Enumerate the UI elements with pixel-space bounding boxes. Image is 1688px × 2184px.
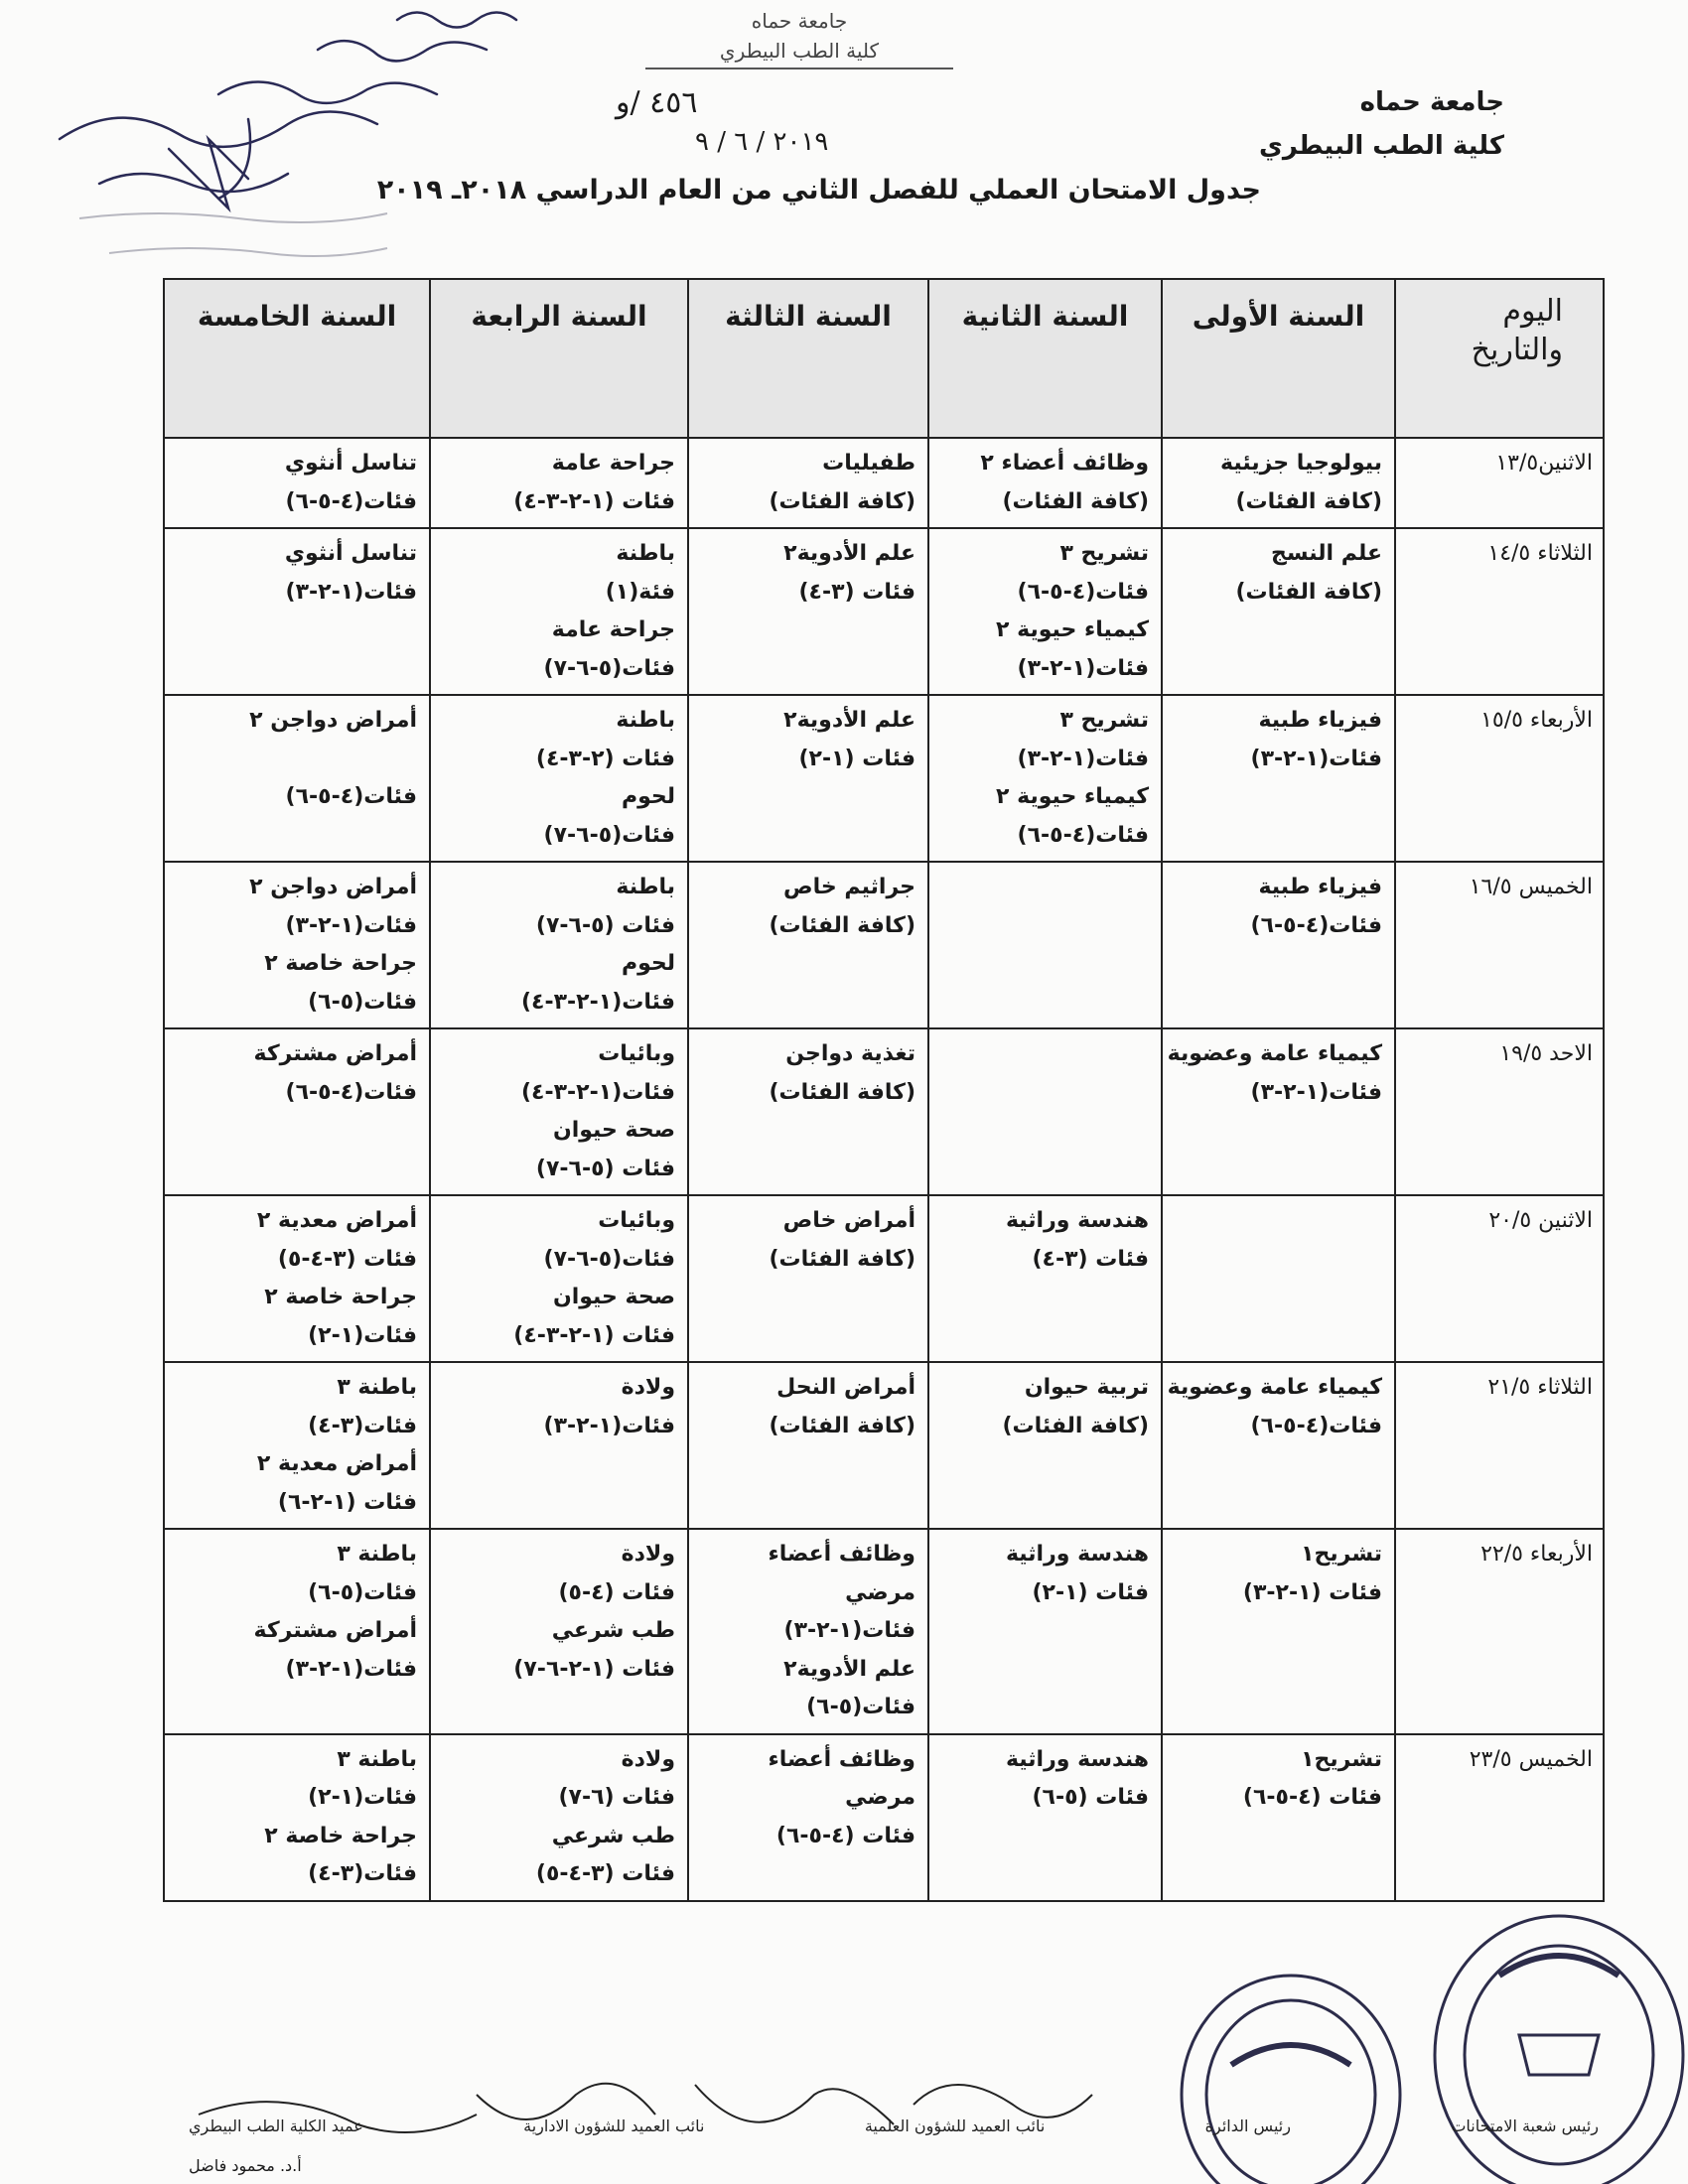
exam-cell-line: جراحة عامة <box>551 617 675 642</box>
exam-cell-line: باطنة ٣ <box>337 1746 417 1772</box>
table-row <box>164 1028 1604 1195</box>
exam-cell-year-5 <box>164 1362 430 1529</box>
exam-cell-year-3 <box>688 695 928 862</box>
exam-cell-line: فئات(٥-٦) <box>308 1579 417 1605</box>
exam-cell-line: فئات(١-٢) <box>308 1785 417 1810</box>
exam-cell-line: فئات(٥-٦-٧) <box>543 1246 675 1272</box>
exam-cell-year-2 <box>928 438 1162 528</box>
signatory-names <box>189 2156 1182 2175</box>
exam-cell-line: فئات (١-٢-٣-٤) <box>513 488 675 514</box>
exam-cell-year-1 <box>1162 1028 1395 1195</box>
exam-cell-line: فئات(١-٢-٣) <box>285 1656 417 1682</box>
exam-cell-line: (كافة الفئات) <box>769 1413 915 1438</box>
exam-cell-line: فئات(١-٢-٣-٤) <box>520 1079 675 1105</box>
exam-cell-line: صحة حيوان <box>552 1285 675 1309</box>
exam-cell-year-1 <box>1162 1195 1395 1362</box>
exam-cell-year-1 <box>1162 695 1395 862</box>
dean-name: أ.د. محمود فاضل <box>189 2156 302 2175</box>
exam-cell-year-2 <box>928 528 1162 695</box>
exam-cell-year-2 <box>928 862 1162 1028</box>
exam-cell-year-2 <box>928 1529 1162 1734</box>
exam-cell-line: فئات(١-٢-٣) <box>285 579 417 605</box>
exam-cell-line: فئات(١-٢-٣) <box>543 1413 675 1438</box>
exam-cell-line: أمراض دواجن ٢ <box>249 875 417 899</box>
exam-cell-line: فئات (١-٢-٣-٤) <box>513 1322 675 1348</box>
exam-cell-year-2 <box>928 1028 1162 1195</box>
exam-cell-year-5 <box>164 695 430 862</box>
exam-cell-line: فئات(٤-٥-٦) <box>1250 912 1382 938</box>
exam-cell-line: طفيليات <box>822 451 915 476</box>
exam-cell-year-5 <box>164 1529 430 1734</box>
exam-cell-line: فئات (٣-٤-٥) <box>277 1246 417 1272</box>
exam-cell-line: ولادة <box>621 1375 675 1400</box>
exam-cell-line: (كافة الفئات) <box>1002 488 1149 514</box>
exam-cell-line: أمراض النحل <box>776 1375 915 1400</box>
exam-cell-line: فئات (٤-٥) <box>558 1579 675 1605</box>
exam-cell-line: كيمياء عامة وعضوية <box>1167 1375 1382 1400</box>
day-date-cell: الثلاثاء ٢١/٥ <box>1395 1362 1604 1529</box>
exam-cell-line: طب شرعي <box>551 1618 675 1643</box>
table-row <box>164 862 1604 1028</box>
exam-cell-line: وظائف أعضاء <box>768 1542 915 1567</box>
exam-cell-line: فيزياء طبية <box>1258 708 1382 733</box>
day-date-cell: الثلاثاء ١٤/٥ <box>1395 528 1604 695</box>
exam-cell-line: فئات (٥-٦) <box>1032 1785 1149 1810</box>
exam-cell-line: فئات(١-٢) <box>308 1322 417 1348</box>
exam-cell-line: فئات (٥-٦-٧) <box>535 1156 675 1181</box>
exam-cell-line: (كافة الفئات) <box>1235 488 1382 514</box>
exam-cell-year-4 <box>430 1028 688 1195</box>
table-row <box>164 438 1604 528</box>
exam-cell-line: فئات(٤-٥-٦) <box>285 1079 417 1105</box>
day-date-cell: الخميس ٢٣/٥ <box>1395 1734 1604 1901</box>
exam-cell-year-3 <box>688 862 928 1028</box>
exam-cell-year-1 <box>1162 528 1395 695</box>
header-year-5: السنة الخامسة <box>164 279 430 438</box>
exam-cell-line: جراثيم خاص <box>783 875 915 899</box>
exam-cell-year-3 <box>688 1028 928 1195</box>
exam-cell-line: تربية حيوان <box>1024 1375 1149 1400</box>
exam-cell-line: فئات (١-٢-٣) <box>1242 1579 1382 1605</box>
day-date-cell: الأربعاء ١٥/٥ <box>1395 695 1604 862</box>
exam-cell-line: وبائيات <box>598 1041 675 1066</box>
exam-cell-line: فئات (٣-٤) <box>1032 1246 1149 1272</box>
exam-cell-line: أمراض دواجن ٢ <box>249 708 417 733</box>
top-stamp-line2: كلية الطب البيطري <box>645 36 953 69</box>
exam-cell-year-5 <box>164 862 430 1028</box>
exam-cell-year-4 <box>430 528 688 695</box>
exam-cell-line: جراحة خاصة ٢ <box>264 1285 417 1309</box>
exam-cell-year-4 <box>430 1734 688 1901</box>
exam-cell-year-1 <box>1162 862 1395 1028</box>
exam-cell-line: (كافة الفئات) <box>769 912 915 938</box>
table-row <box>164 695 1604 862</box>
signatory-vice-dean-scientific: نائب العميد للشؤون العلمية <box>864 2116 1046 2135</box>
exam-cell-year-5 <box>164 1734 430 1901</box>
exam-cell-line: فئات(١-٢-٣) <box>1017 746 1149 771</box>
exam-cell-line: وبائيات <box>598 1208 675 1233</box>
table-body <box>164 438 1604 1901</box>
exam-cell-line: فئات(٤-٥-٦) <box>285 488 417 514</box>
exam-cell-line: باطنة <box>616 708 675 733</box>
signatory-exams-head: رئيس شعبة الامتحانات <box>1451 2116 1599 2135</box>
exam-cell-line: فئات(١-٢-٣) <box>285 912 417 938</box>
day-date-cell: الاثنين ٢٠/٥ <box>1395 1195 1604 1362</box>
table-row <box>164 1734 1604 1901</box>
exam-cell-line: أمراض معدية ٢ <box>256 1208 417 1233</box>
exam-cell-year-1 <box>1162 1529 1395 1734</box>
exam-cell-line: بيولوجيا جزيئية <box>1220 451 1382 476</box>
exam-cell-line: فئات(٤-٥-٦) <box>1017 579 1149 605</box>
exam-cell-year-5 <box>164 1195 430 1362</box>
exam-cell-line: فئات (١-٢-٦) <box>277 1489 417 1515</box>
table-row <box>164 1529 1604 1734</box>
exam-cell-line: فئة(١) <box>605 579 675 605</box>
exam-cell-line: فئات(٥-٦) <box>806 1695 915 1719</box>
exam-cell-line: أمراض مشتركة <box>253 1041 417 1066</box>
table-row <box>164 1362 1604 1529</box>
exam-cell-line: أمراض معدية ٢ <box>256 1451 417 1476</box>
exam-cell-year-4 <box>430 1529 688 1734</box>
exam-cell-year-1 <box>1162 1734 1395 1901</box>
exam-cell-year-4 <box>430 438 688 528</box>
exam-cell-line: (كافة الفئات) <box>769 1079 915 1105</box>
exam-cell-line: فئات(٥-٦-٧) <box>543 655 675 681</box>
reference-number: ٤٥٦ /و <box>616 85 698 120</box>
handwritten-annotation <box>20 0 576 288</box>
exam-cell-line: تناسل أنثوي <box>284 541 417 566</box>
exam-cell-year-2 <box>928 695 1162 862</box>
exam-cell-year-4 <box>430 1362 688 1529</box>
header-day-date: اليوم والتاريخ <box>1395 279 1604 438</box>
exam-cell-line: فئات (٤-٥-٦) <box>775 1823 915 1848</box>
exam-cell-year-4 <box>430 1195 688 1362</box>
exam-cell-line <box>177 741 417 779</box>
exam-cell-year-3 <box>688 438 928 528</box>
exam-cell-line: علم الأدوية٢ <box>783 708 915 733</box>
header-year-1: السنة الأولى <box>1162 279 1395 438</box>
exam-cell-year-3 <box>688 1529 928 1734</box>
top-stamp-line1: جامعة حماه <box>751 9 848 33</box>
exam-cell-line: تغذية دواجن <box>785 1041 915 1066</box>
exam-cell-year-3 <box>688 1195 928 1362</box>
exam-cell-line: فئات(٥-٦) <box>308 989 417 1015</box>
day-date-cell: الأربعاء ٢٢/٥ <box>1395 1529 1604 1734</box>
exam-cell-year-3 <box>688 1734 928 1901</box>
exam-cell-line: لحوم <box>621 784 675 809</box>
exam-cell-year-5 <box>164 1028 430 1195</box>
exam-cell-line: فئات(٥-٦-٧) <box>543 822 675 848</box>
signatory-department-head: رئيس الدائرة <box>1204 2116 1291 2135</box>
exam-cell-line: (كافة الفئات) <box>769 1246 915 1272</box>
exam-cell-line: فئات (١-٢) <box>1032 1579 1149 1605</box>
exam-cell-line: كيمياء حيوية ٢ <box>996 784 1149 809</box>
exam-cell-line: علم الأدوية٢ <box>783 541 915 566</box>
exam-cell-line: وظائف أعضاء ٢ <box>980 451 1149 476</box>
reference-date: ٢٠١٩ / ٦ / ٩ <box>695 127 829 157</box>
exam-cell-year-2 <box>928 1734 1162 1901</box>
table-row <box>164 528 1604 695</box>
exam-cell-line: فئات (٣-٤-٥) <box>535 1861 675 1886</box>
signatures-row <box>189 2116 1599 2135</box>
exam-cell-line: باطنة <box>616 541 675 566</box>
exam-cell-line: فئات(٣-٤) <box>308 1861 417 1886</box>
day-date-cell: الاثنين١٣/٥ <box>1395 438 1604 528</box>
exam-schedule-table <box>163 278 1605 1902</box>
signatory-dean: عميد الكلية الطب البيطري <box>189 2116 363 2135</box>
exam-cell-line: هندسة وراثية <box>1005 1542 1149 1567</box>
exam-cell-year-4 <box>430 695 688 862</box>
top-stamp <box>645 6 953 69</box>
university-name: جامعة حماه <box>1359 87 1504 117</box>
exam-cell-line: مرضي <box>845 1579 915 1605</box>
exam-cell-line: فئات(٣-٤) <box>308 1413 417 1438</box>
official-seals <box>1172 1886 1688 2184</box>
exam-cell-line: فيزياء طبية <box>1258 875 1382 899</box>
exam-cell-line: باطنة <box>616 875 675 899</box>
faculty-name: كلية الطب البيطري <box>1259 131 1504 161</box>
exam-cell-line: فئات(٤-٥-٦) <box>1250 1413 1382 1438</box>
exam-cell-line: تشريح١ <box>1301 1746 1382 1772</box>
exam-cell-year-5 <box>164 528 430 695</box>
exam-cell-line: فئات(١-٢-٣) <box>1250 746 1382 771</box>
header-year-4: السنة الرابعة <box>430 279 688 438</box>
exam-cell-line: أمراض خاص <box>782 1208 915 1233</box>
exam-cell-line: فئات(١-٢-٣-٤) <box>520 989 675 1015</box>
header-year-2: السنة الثانية <box>928 279 1162 438</box>
exam-cell-line: طب شرعي <box>551 1823 675 1848</box>
exam-cell-line: أمراض مشتركة <box>253 1618 417 1643</box>
exam-cell-line: فئات(١-٢-٣) <box>1017 655 1149 681</box>
day-date-cell: الخميس ١٦/٥ <box>1395 862 1604 1028</box>
exam-cell-line: فئات (١-٢-٦-٧) <box>513 1656 675 1682</box>
exam-cell-line: علم الأدوية٢ <box>783 1656 915 1682</box>
exam-cell-year-2 <box>928 1362 1162 1529</box>
exam-cell-line: جراحة عامة <box>551 451 675 476</box>
exam-cell-line: تشريح ٣ <box>1059 708 1149 733</box>
document-title: جدول الامتحان العملي للفصل الثاني من العام الدراسي ٢٠١٨ـ ٢٠١٩ <box>376 175 1261 205</box>
exam-cell-year-1 <box>1162 1362 1395 1529</box>
exam-cell-line: (كافة الفئات) <box>769 488 915 514</box>
exam-cell-line: ولادة <box>621 1746 675 1772</box>
exam-cell-line: تشريح ٣ <box>1059 541 1149 566</box>
exam-cell-line: فئات(٤-٥-٦) <box>1017 822 1149 848</box>
exam-cell-line: فئات (١-٢) <box>798 746 915 771</box>
exam-cell-line: فئات(١-٢-٣) <box>1250 1079 1382 1105</box>
exam-cell-line: باطنة ٣ <box>337 1542 417 1567</box>
signatory-vice-dean-admin: نائب العميد للشؤون الادارية <box>523 2116 705 2135</box>
exam-cell-line: هندسة وراثية <box>1005 1208 1149 1233</box>
exam-cell-line: فئات (٦-٧) <box>558 1785 675 1810</box>
exam-cell-line: فئات (٣-٤) <box>798 579 915 605</box>
exam-cell-line: (كافة الفئات) <box>1235 579 1382 605</box>
table-row <box>164 1195 1604 1362</box>
exam-cell-line: فئات (٤-٥-٦) <box>1242 1785 1382 1810</box>
exam-cell-line: فئات(١-٢-٣) <box>783 1618 915 1643</box>
exam-cell-line: تناسل أنثوي <box>284 451 417 476</box>
exam-cell-line: (كافة الفئات) <box>1002 1413 1149 1438</box>
exam-cell-line: لحوم <box>621 951 675 976</box>
exam-cell-line: فئات (٢-٣-٤) <box>535 746 675 771</box>
exam-cell-year-3 <box>688 1362 928 1529</box>
exam-cell-line: فئات(٤-٥-٦) <box>285 784 417 809</box>
exam-cell-line: كيمياء حيوية ٢ <box>996 617 1149 642</box>
exam-cell-year-3 <box>688 528 928 695</box>
exam-cell-line: ولادة <box>621 1542 675 1567</box>
exam-cell-line: جراحة خاصة ٢ <box>264 951 417 976</box>
exam-cell-line: علم النسج <box>1271 541 1382 566</box>
exam-cell-line: فئات (٥-٦-٧) <box>535 912 675 938</box>
exam-cell-line: هندسة وراثية <box>1005 1746 1149 1772</box>
table-header-row <box>164 279 1604 438</box>
exam-cell-line: كيمياء عامة وعضوية <box>1167 1041 1382 1066</box>
header-year-3: السنة الثالثة <box>688 279 928 438</box>
exam-cell-line: جراحة خاصة ٢ <box>264 1823 417 1848</box>
exam-cell-line: صحة حيوان <box>552 1118 675 1143</box>
exam-cell-year-2 <box>928 1195 1162 1362</box>
day-date-cell: الاحد ١٩/٥ <box>1395 1028 1604 1195</box>
exam-cell-line: مرضي <box>845 1785 915 1810</box>
exam-cell-line: باطنة ٣ <box>337 1375 417 1400</box>
exam-cell-year-1 <box>1162 438 1395 528</box>
exam-cell-year-4 <box>430 862 688 1028</box>
exam-cell-year-5 <box>164 438 430 528</box>
exam-cell-line: وظائف أعضاء <box>768 1746 915 1772</box>
exam-cell-line: تشريح١ <box>1301 1542 1382 1567</box>
